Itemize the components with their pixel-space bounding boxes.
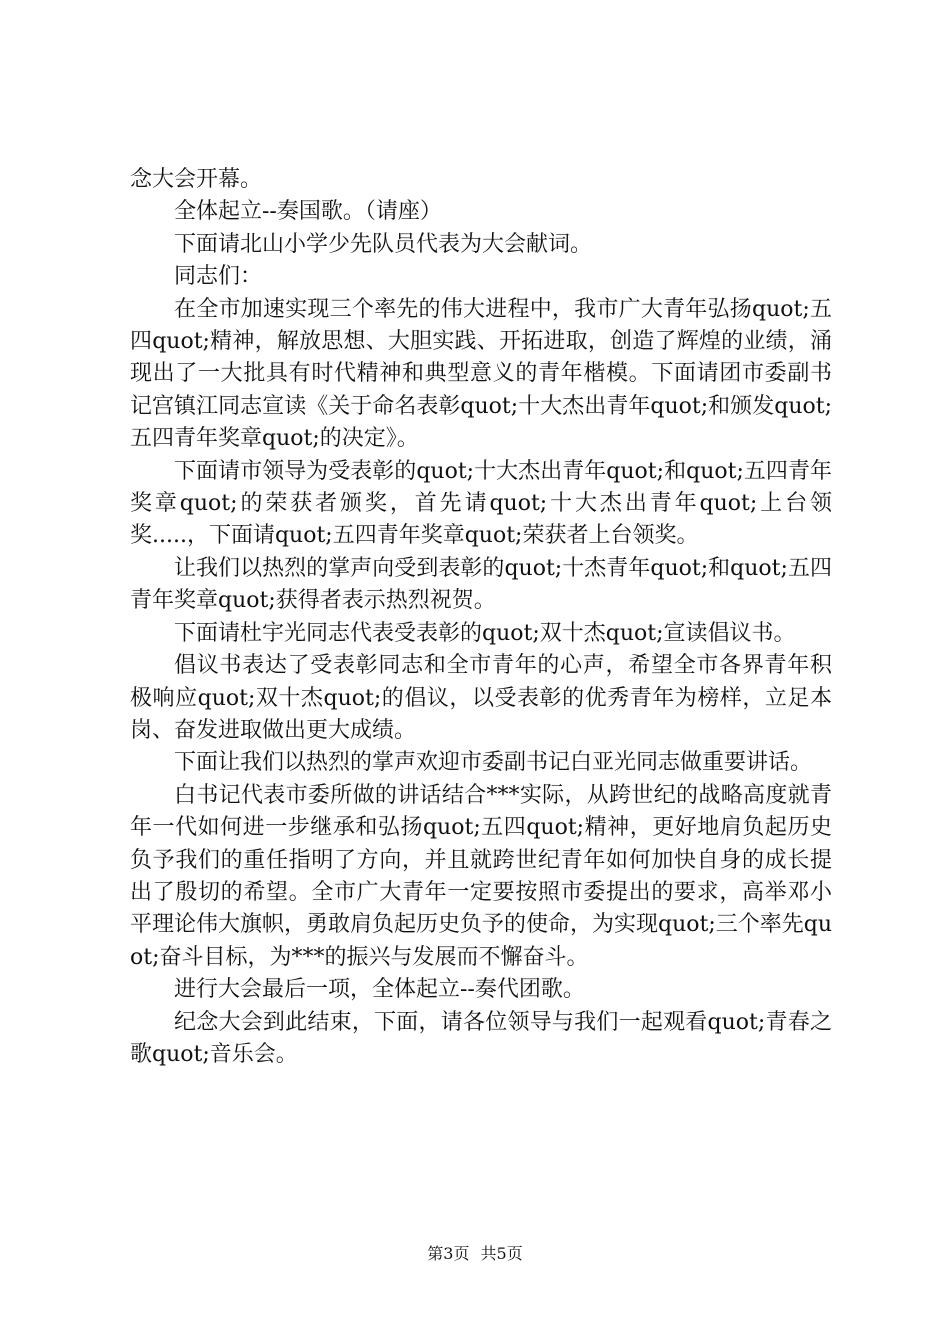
paragraph: 进行大会最后一项，全体起立--奏代团歌。 (174, 977, 585, 1003)
paragraph: 在全市加速实现三个率先的伟大进程中，我市广大青年弘扬quot;五四quot;精神，解放思想、大胆实践、开拓进取，创造了辉煌的业绩，涌现出了一大批具有时代精神和典型意义的青年楷模。下面请团市委副书记宫镇江同志宣读《关于命名表彰quot;十大杰出青年quot;和颁发quot;五四青年奖章quot;的决定》。 (130, 296, 832, 452)
paragraph: 倡议书表达了受表彰同志和全市青年的心声，希望全市各界青年积极响应quot;双十杰quot;的倡议，以受表彰的优秀青年为榜样，立足本岗、奋发进取做出更大成绩。 (130, 653, 832, 743)
page-footer (0, 1244, 950, 1264)
paragraph: 下面请北山小学少先队员代表为大会献词。 (174, 231, 593, 257)
document-body (130, 164, 832, 1071)
paragraph: 念大会开幕。 (130, 167, 263, 192)
paragraph: 让我们以热烈的掌声向受到表彰的quot;十杰青年quot;和quot;五四青年奖章quot;获得者表示热烈祝贺。 (130, 555, 832, 614)
paragraph: 纪念大会到此结束，下面，请各位领导与我们一起观看quot;青春之歌quot;音乐会。 (130, 1009, 832, 1067)
paragraph: 下面请杜宇光同志代表受表彰的quot;双十杰quot;宣读倡议书。 (174, 620, 796, 646)
paragraph: 白书记代表市委所做的讲话结合***实际，从跨世纪的战略高度就青年一代如何进一步继承和弘扬quot;五四quot;精神，更好地肩负起历史负予我们的重任指明了方向，并且就跨世纪青年如何加快自身的成长提出了殷切的希望。全市广大青年一定要按照市委提出的要求，高举邓小平理论伟大旗帜，勇敢肩负起历史负予的使命，为实现quot;三个率先quot;奋斗目标，为***的振兴与发展而不懈奋斗。 (130, 782, 833, 970)
paragraph: 下面请市领导为受表彰的quot;十大杰出青年quot;和quot;五四青年奖章quot;的荣获者颁奖，首先请quot;十大杰出青年quot;上台领奖.....，下面请quot;五四青年奖章quot;荣获者上台领奖。 (130, 458, 832, 549)
paragraph: 下面让我们以热烈的掌声欢迎市委副书记白亚光同志做重要讲话。 (174, 750, 813, 776)
page-total: 共5页 (480, 1244, 523, 1263)
paragraph: 全体起立--奏国歌。（请座） (174, 199, 442, 225)
paragraph: 同志们： (174, 264, 263, 290)
page-number: 第3页 (427, 1244, 470, 1263)
